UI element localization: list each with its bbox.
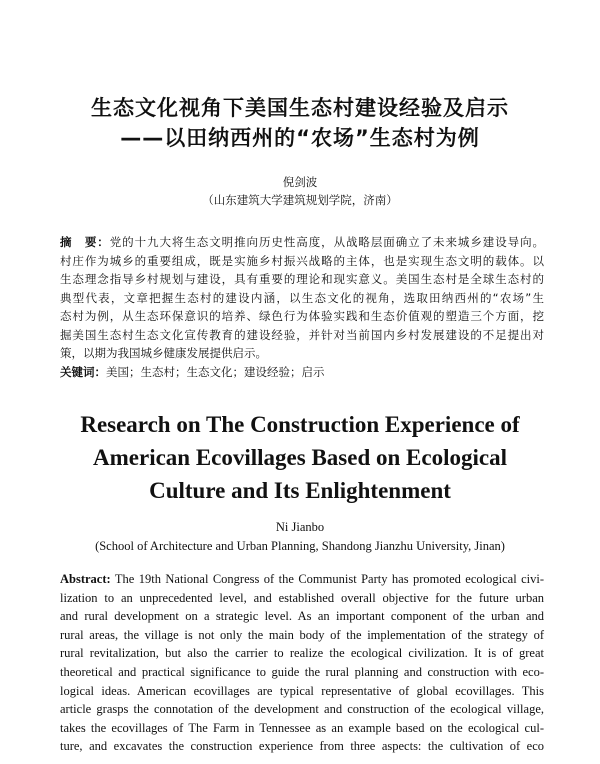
english-abstract-line: lization to an unprecedented level, and established overall objective for the future urban: [60, 590, 544, 605]
english-abstract-text: The 19th National Congress of the Communist Party has promoted ecological civi-: [110, 572, 544, 586]
chinese-affiliation: （山东建筑大学建筑规划学院，济南）: [202, 193, 398, 207]
chinese-keywords-label: 关键词：: [60, 364, 106, 379]
chinese-abstract-text: 党的十九大将生态文明推向历史性高度，从战略层面确立了未来城乡建设导向。: [109, 235, 545, 249]
english-title-line-1: Research on The Construction Experience of: [80, 412, 520, 437]
chinese-author: 倪剑波: [282, 175, 318, 189]
english-abstract-line: rural areas, the village is not only the main body of the implementation of the strategy of: [60, 627, 544, 642]
english-abstract-line: takes the ecovillages of The Farm in Tennessee as an example based on the ecological cul-: [60, 720, 544, 735]
english-abstract-line: logical ideas. American ecovillages are typical representative of global ecovillages. This: [60, 683, 544, 698]
english-abstract-label: Abstract:: [60, 572, 111, 586]
english-title-line-3: Culture and Its Enlightenment: [149, 478, 451, 503]
english-author: Ni Jianbo: [275, 520, 325, 534]
english-abstract-line: article grasps the connotation of the development and construction of the ecological village,: [60, 702, 544, 717]
english-title-line-2: American Ecovillages Based on Ecological: [93, 445, 507, 470]
english-abstract-line: and rural development on a strategic level. As an important component of the urban and: [60, 609, 544, 624]
chinese-abstract-line: 典型代表，文章把握生态村的建设内涵，以生态文化的视角，选取田纳西州的“农场”生: [60, 290, 544, 305]
chinese-abstract-line: 生态理念指导乡村规划与建设，具有重要的理论和现实意义。美国生态村是全球生态村的: [60, 272, 544, 286]
english-abstract-line: theoretical and practical significance to guide the rural planning and construction with eco-: [60, 665, 544, 679]
chinese-abstract-line: 策，以期为我国城乡健康发展提供启示。: [60, 346, 267, 360]
english-affiliation: (School of Architecture and Urban Planning, Shandong Jianzhu University, Jinan): [95, 539, 505, 553]
chinese-keywords-text: 美国；生态村；生态文化；建设经验；启示: [106, 364, 325, 379]
english-abstract-line: [60, 570, 544, 589]
english-abstract-line: ture, and excavates the construction experience from three aspects: the cultivation of eco: [60, 739, 544, 754]
chinese-title-line-1: 生态文化视角下美国生态村建设经验及启示: [91, 96, 509, 120]
chinese-abstract-line: 村庄作为城乡的重要组成，既是实施乡村振兴战略的主体，也是实现生态文明的载体。以: [60, 253, 544, 268]
chinese-keywords: [60, 363, 544, 382]
chinese-abstract-line: 掘美国生态村生态文化宣传教育的建设经验，并针对当前国内乡村发展建设的不足提出对: [60, 327, 544, 342]
chinese-title-line-2: ——以田纳西州的“农场”生态村为例: [120, 126, 480, 150]
chinese-abstract-line: [60, 233, 544, 252]
chinese-abstract-line: 态村为例，从生态环保意识的培养、绿色行为体验实践和生态价值观的塑造三个方面，挖: [60, 309, 544, 323]
english-abstract-line: rural revitalization, but also the carrier to realize the ecological civilization. It is of great: [60, 646, 544, 661]
chinese-abstract-label: 摘 要：: [60, 235, 110, 249]
